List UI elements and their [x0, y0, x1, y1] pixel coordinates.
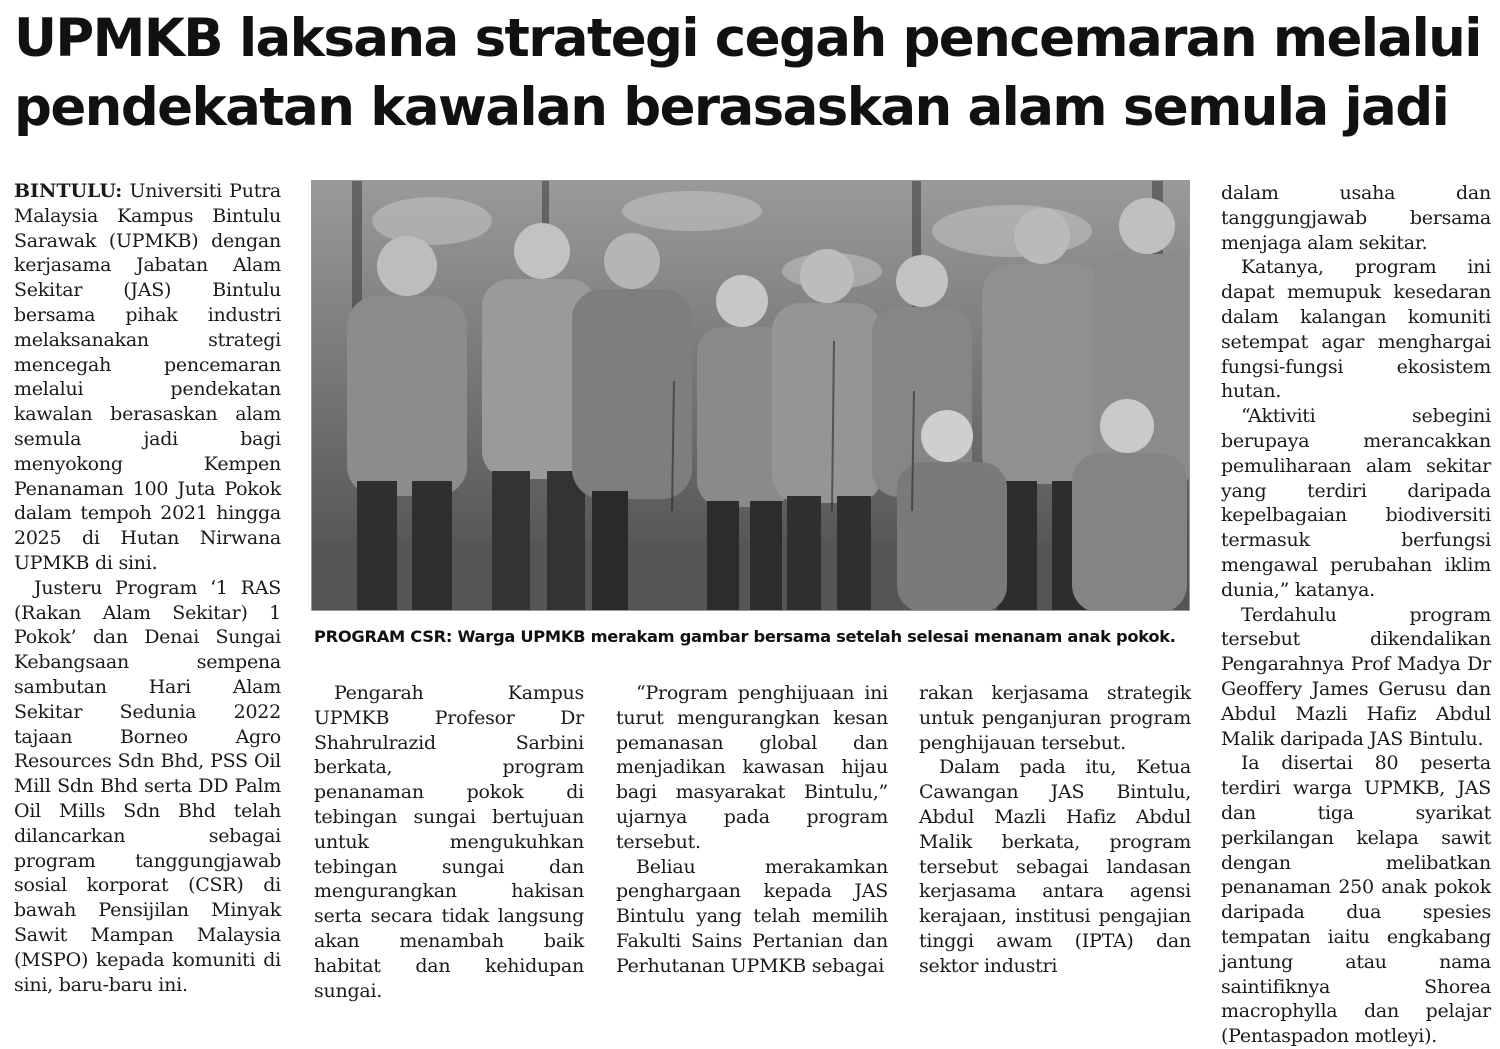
paragraph: “Program penghijuaan ini turut mengurangkan kesan pemanasan global dan menjadikan kawasan hijau bagi masyarakat Bintulu,” ujarnya pada program tersebut.	[616, 682, 888, 853]
paragraph: Beliau merakamkan penghargaan kepada JAS Bintulu yang telah memilih Fakulti Sains Pertanian dan Perhutanan UPMKB sebagai	[616, 855, 888, 977]
article-column-4	[919, 681, 1191, 979]
paragraph: Terdahulu program tersebut dikendalikan Pengarahnya Prof Madya Dr Geoffery James Gerusu dan Abdul Mazli Hafiz Abdul Malik daripada JAS Bintulu.	[1221, 603, 1491, 750]
paragraph: dalam usaha dan tanggungjawab bersama menjaga alam sekitar.	[1221, 182, 1491, 254]
paragraph: Dalam pada itu, Ketua Cawangan JAS Bintulu, Abdul Mazli Hafiz Abdul Malik berkata, program tersebut sebagai landasan kerjasama antara agensi kerajaan, institusi pengajian tinggi awam (IPTA) dan sektor industri	[919, 756, 1191, 977]
lead-paragraph	[14, 179, 281, 576]
group-photo-illustration	[312, 181, 1190, 611]
headline-line-2: pendekatan kawalan berasaskan alam semula jadi	[14, 77, 1449, 138]
lead-text: Universiti Putra Malaysia Kampus Bintulu Sarawak (UPMKB) dengan kerjasama Jabatan Alam Sekitar (JAS) Bintulu bersama pihak industri melaksanakan strategi mencegah pencemaran melalui pendekatan kawalan berasaskan alam semula jadi bagi menyokong Kempen Penanaman 100 Juta Pokok dalam tempoh 2021 hingga 2025 di Hutan Nirwana UPMKB di sini.	[14, 180, 281, 574]
headline	[14, 4, 1494, 142]
paragraph: “Aktiviti sebegini berupaya merancakkan pemuliharaan alam sekitar yang terdiri daripada kepelbagaian biodiversiti termasuk berfungsi mengawal perubahan iklim dunia,” katanya.	[1221, 405, 1491, 601]
news-photo	[311, 180, 1190, 611]
paragraph: Pengarah Kampus UPMKB Profesor Dr Shahrulrazid Sarbini berkata, program penanaman pokok di tebingan sungai bertujuan untuk mengukuhkan tebingan sungai dan mengurangkan hakisan serta secara tidak langsung akan menambah baik habitat dan kehidupan sungai.	[314, 682, 584, 1002]
dateline: BINTULU:	[14, 180, 123, 202]
paragraph: Katanya, program ini dapat memupuk kesedaran dalam kalangan komuniti setempat agar menghargai fungsi-fungsi ekosistem hutan.	[1221, 256, 1491, 403]
article-column-3	[616, 681, 888, 979]
paragraph: Justeru Program ‘1 RAS (Rakan Alam Sekitar) 1 Pokok’ dan Denai Sungai Kebangsaan sempena sambutan Hari Alam Sekitar Sedunia 2022 tajaan Borneo Agro Resources Sdn Bhd, PSS Oil Mill Sdn Bhd serta DD Palm Oil Mills Sdn Bhd telah dilancarkan sebagai program tanggungjawab sosial korporat (CSR) di bawah Pensijilan Minyak Sawit Mampan Malaysia (MSPO) kepada komuniti di sini, baru-baru ini.	[14, 576, 281, 996]
paragraph: rakan kerjasama strategik untuk penganjuran program penghijauan tersebut.	[919, 682, 1191, 754]
article-column-5	[1221, 181, 1491, 1049]
article-column-2	[314, 681, 584, 1003]
article-column-1	[14, 179, 281, 997]
paragraph: Ia disertai 80 peserta terdiri warga UPMKB, JAS dan tiga syarikat perkilangan kelapa sawit dengan melibatkan penanaman 250 anak pokok daripada dua spesies tempatan iaitu engkabang jantung atau nama saintifiknya Shorea macrophylla dan pelajar (Pentaspadon motleyi).	[1221, 752, 1491, 1048]
headline-line-1: UPMKB laksana strategi cegah pencemaran melalui	[14, 8, 1481, 69]
photo-caption: PROGRAM CSR: Warga UPMKB merakam gambar bersama setelah selesai menanam anak pokok.	[314, 627, 1176, 646]
